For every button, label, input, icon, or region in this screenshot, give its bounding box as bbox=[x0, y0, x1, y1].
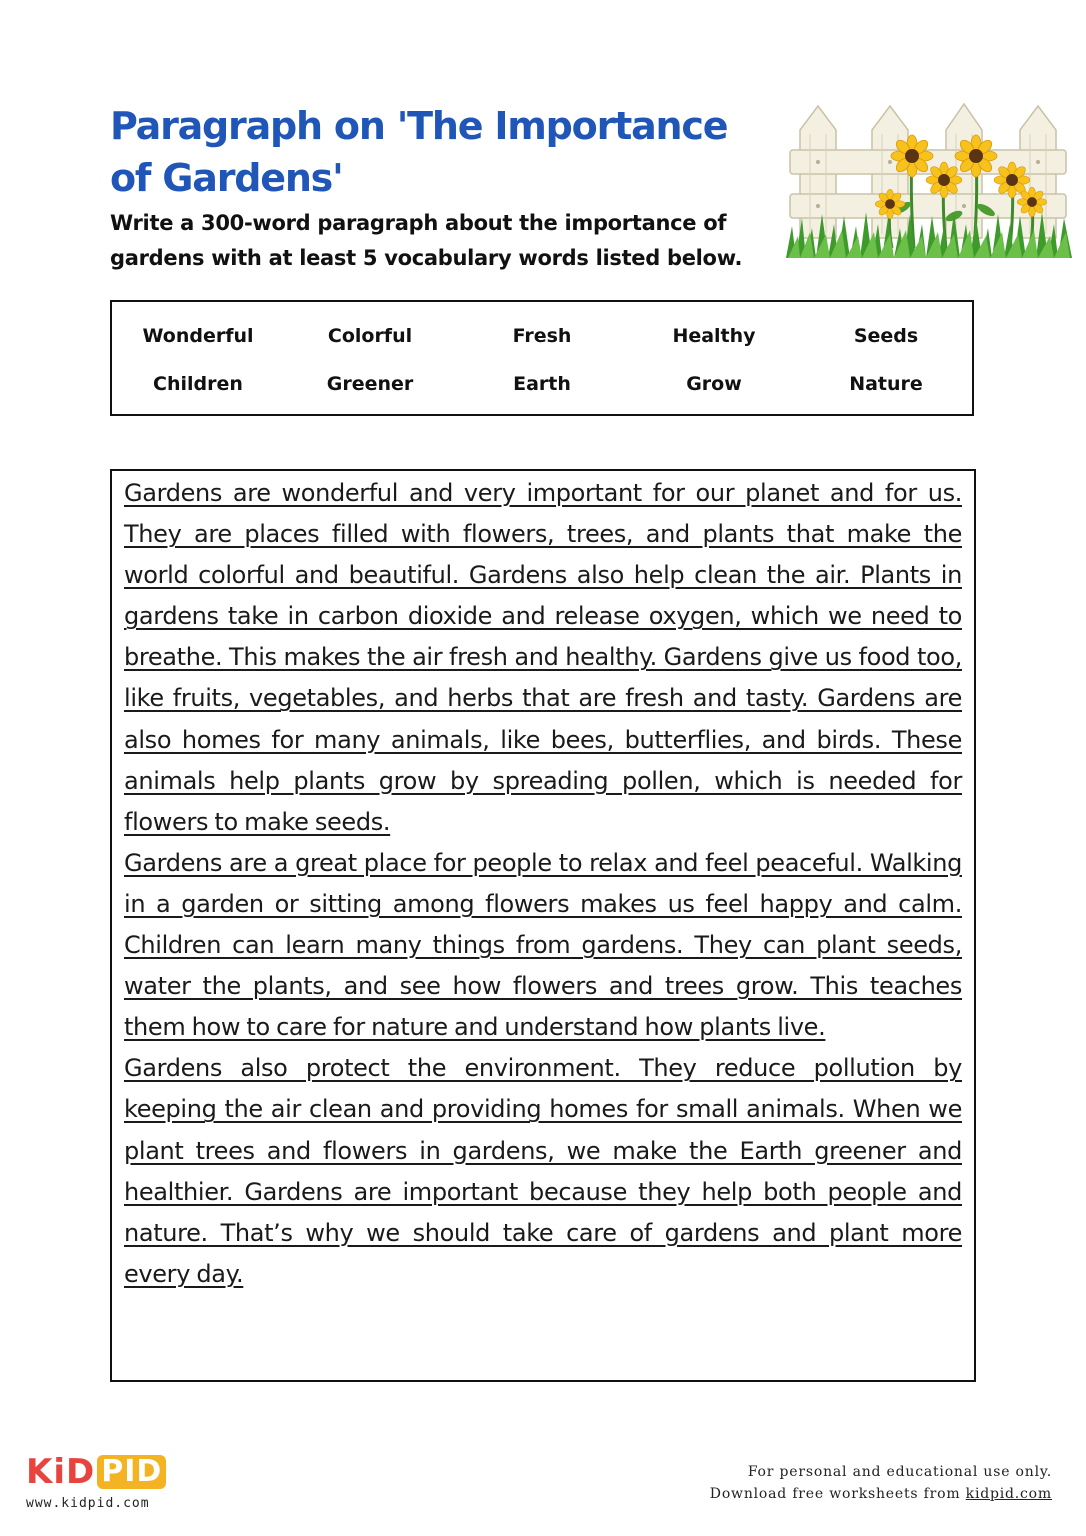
fence-sunflowers-icon bbox=[786, 98, 1072, 258]
paragraph-1: Gardens are wonderful and very important for our planet and for us. They are places filled with flowers, trees, and plants that make the world colorful and beautiful. Gardens also help clean the air. Plants in gardens take in carbon dioxide and release oxygen, which we need to breathe. This makes the air fresh and healthy. Gardens give us food too, like fruits, vegetables, and herbs that are fresh and tasty. Gardens are also homes for many animals, like bees, butterflies, and birds. These animals help plants grow by spreading pollen, which is needed for flowers to make seeds. bbox=[124, 479, 962, 836]
vocabulary-box bbox=[110, 300, 974, 416]
kidpid-link[interactable]: kidpid.com bbox=[965, 1486, 1052, 1502]
vocab-word: Wonderful bbox=[142, 325, 254, 347]
worksheet-title: Paragraph on 'The Importance of Gardens' bbox=[110, 104, 728, 200]
vocab-word: Healthy bbox=[672, 325, 756, 347]
logo-pid: PID bbox=[97, 1455, 166, 1489]
kidpid-logo bbox=[26, 1452, 176, 1522]
answer-box bbox=[110, 469, 976, 1382]
vocab-word: Seeds bbox=[853, 325, 919, 347]
footer-line-2 bbox=[710, 1483, 1052, 1505]
logo-wordmark bbox=[26, 1452, 176, 1492]
vocab-word: Greener bbox=[326, 373, 414, 395]
footer-line-1: For personal and educational use only. bbox=[747, 1464, 1052, 1480]
paragraph-3: Gardens also protect the environment. They reduce pollution by keeping the air clean and providing homes for small animals. When we plant trees and flowers in gardens, we make the Earth greener and healthier. Gardens are important because they help both people and nature. That’s why we should take care of gardens and plant more every day. bbox=[124, 1054, 962, 1288]
worksheet-instructions: Write a 300-word paragraph about the importance of gardens with at least 5 vocabulary words listed below. bbox=[110, 211, 743, 270]
footer-line-2-text: Download free worksheets from bbox=[709, 1486, 966, 1502]
vocab-word: Grow bbox=[686, 373, 742, 395]
footer-note bbox=[710, 1461, 1052, 1505]
logo-kid: KiD bbox=[26, 1452, 96, 1492]
vocab-word: Earth bbox=[513, 373, 571, 395]
vocab-word: Children bbox=[153, 373, 243, 395]
vocab-word: Colorful bbox=[327, 325, 413, 347]
logo-url: www.kidpid.com bbox=[26, 1496, 150, 1511]
vocab-word: Fresh bbox=[512, 325, 572, 347]
vocab-word: Nature bbox=[849, 373, 923, 395]
paragraph-2: Gardens are a great place for people to relax and feel peaceful. Walking in a garden or sitting among flowers makes us feel happy and calm. Children can learn many things from gardens. They can plant seeds, water the plants, and see how flowers and trees grow. This teaches them how to care for nature and understand how plants live. bbox=[124, 848, 962, 1042]
